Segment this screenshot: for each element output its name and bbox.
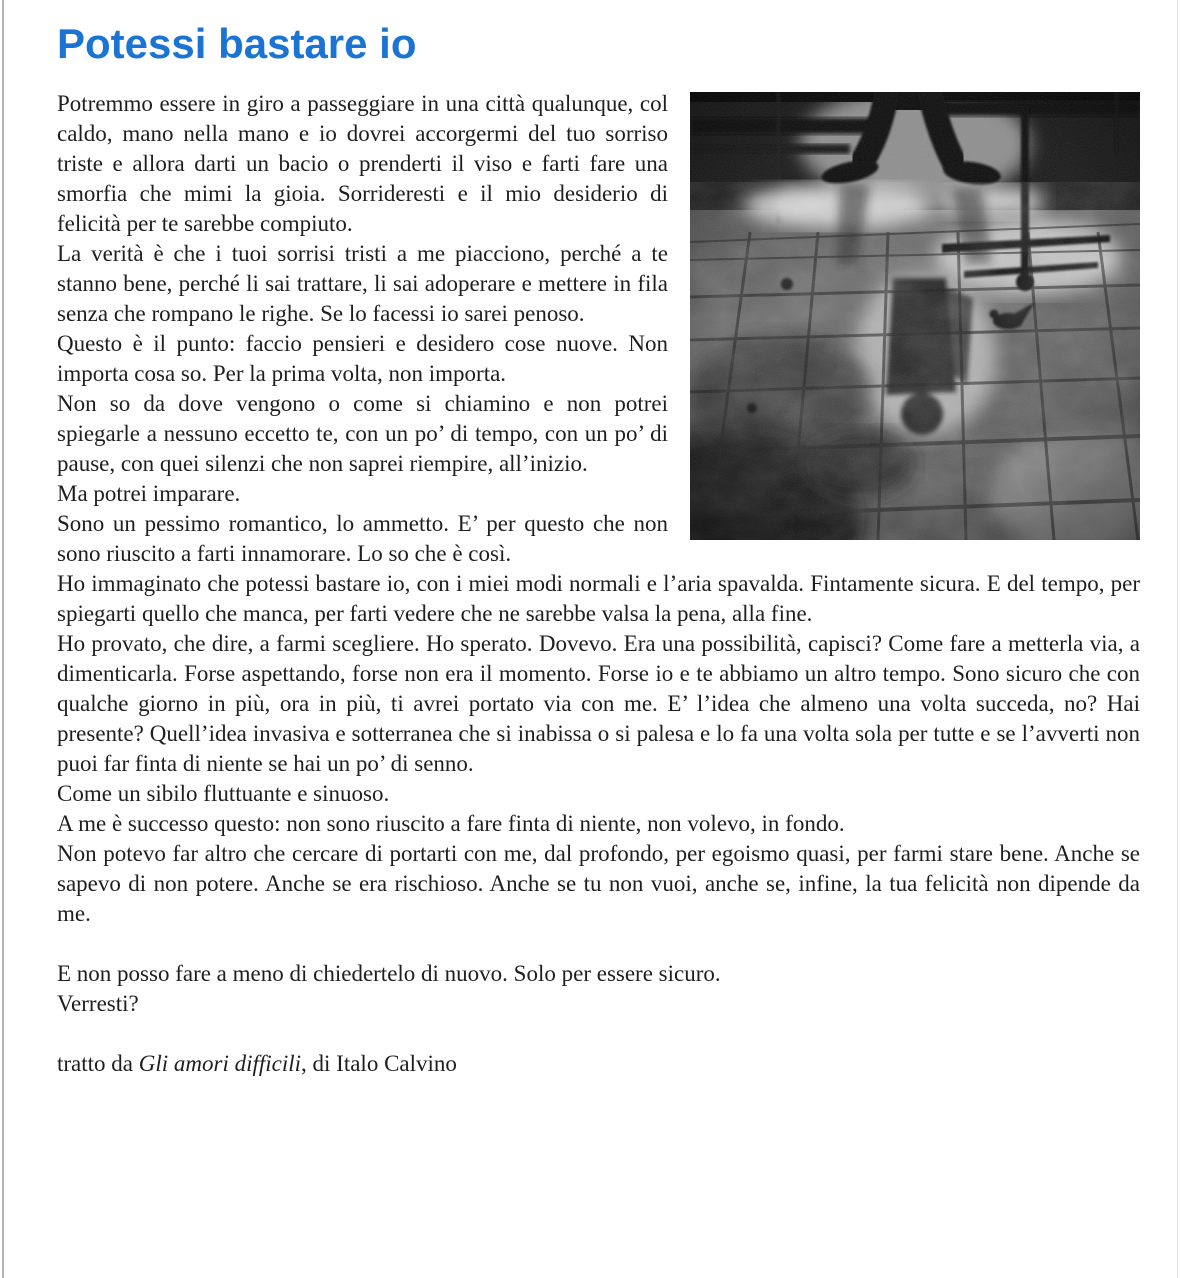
paragraph-10: A me è successo questo: non sono riuscito a fare finta di niente, non volevo, in fondo. [57, 811, 845, 837]
article-body [57, 89, 1140, 1079]
attribution-prefix: tratto da [57, 1051, 139, 1077]
photo-canvas [690, 92, 1140, 540]
vignette [690, 92, 1140, 540]
paragraph-9: Come un sibilo fluttuante e sinuoso. [57, 781, 390, 807]
closing-line-1: E non posso fare a meno di chiedertelo di nuovo. Solo per essere sicuro. [57, 961, 721, 987]
page-left-border [2, 0, 4, 1278]
paragraph-6: Sono un pessimo romantico, lo ammetto. E’ per questo che non sono riuscito a farti innamorare. Lo so che è così. [57, 511, 668, 567]
paragraph-11: Non potevo far altro che cercare di portarti con me, dal profondo, per egoismo quasi, per farmi stare bene. Anche se sapevo di non potere. Anche se era rischioso. Anche se tu non vuoi, anche se, infine, la tua felicità non dipende da me. [57, 841, 1140, 927]
paragraph-1: Potremmo essere in giro a passeggiare in una città qualunque, col caldo, mano nella mano e io dovrei accorgermi del tuo sorriso triste e allora darti un bacio o prenderti il viso e farti fare una smorfia che mimi la gioia. Sorrideresti e il mio desiderio di felicità per te sarebbe compiuto. [57, 91, 668, 237]
attribution [57, 1051, 457, 1076]
page-title: Potessi bastare io [57, 20, 417, 67]
book-title: Gli amori difficili [138, 1051, 302, 1077]
wet-pavement-reflection-photo [690, 92, 1140, 540]
paragraph-7: Ho immaginato che potessi bastare io, con i miei modi normali e l’aria spavalda. Fintamente sicura. E del tempo, per spiegarti quello che manca, per farti vedere che ne sarebbe valsa la pena, alla fine. [57, 571, 1140, 627]
paragraph-3: Questo è il punto: faccio pensieri e desidero cose nuove. Non importa cosa so. Per la prima volta, non importa. [57, 331, 668, 387]
paragraph-4: Non so da dove vengono o come si chiamino e non potrei spiegarle a nessuno eccetto te, con un po’ di tempo, con un po’ di pause, con quei silenzi che non saprei riempire, all’inizio. [57, 391, 668, 477]
paragraph-2: La verità è che i tuoi sorrisi tristi a me piacciono, perché a te stanno bene, perché li sai trattare, li sai adoperare e mettere in fila senza che rompano le righe. Se lo facessi io sarei penoso. [57, 241, 668, 327]
paragraph-5: Ma potrei imparare. [57, 481, 241, 507]
paragraph-8: Ho provato, che dire, a farmi scegliere. Ho sperato. Dovevo. Era una possibilità, capisci? Come fare a metterla via, a dimenticarla. Forse aspettando, forse non era il momento. Forse io e te abbiamo un altro tempo. Sono sicuro che con qualche giorno in più, ora in più, ti avrei portato via con me. E’ l’idea che almeno una volta succeda, no? Hai presente? Quell’idea invasiva e sotterranea che si inabissa o si palesa e lo fa una volta sola per tutte e se l’avverti non puoi far finta di niente se hai un po’ di senno. [57, 631, 1140, 777]
closing-line-2: Verresti? [57, 991, 139, 1017]
attribution-suffix: , di Italo Calvino [301, 1051, 457, 1077]
page-right-border [1177, 0, 1178, 1278]
